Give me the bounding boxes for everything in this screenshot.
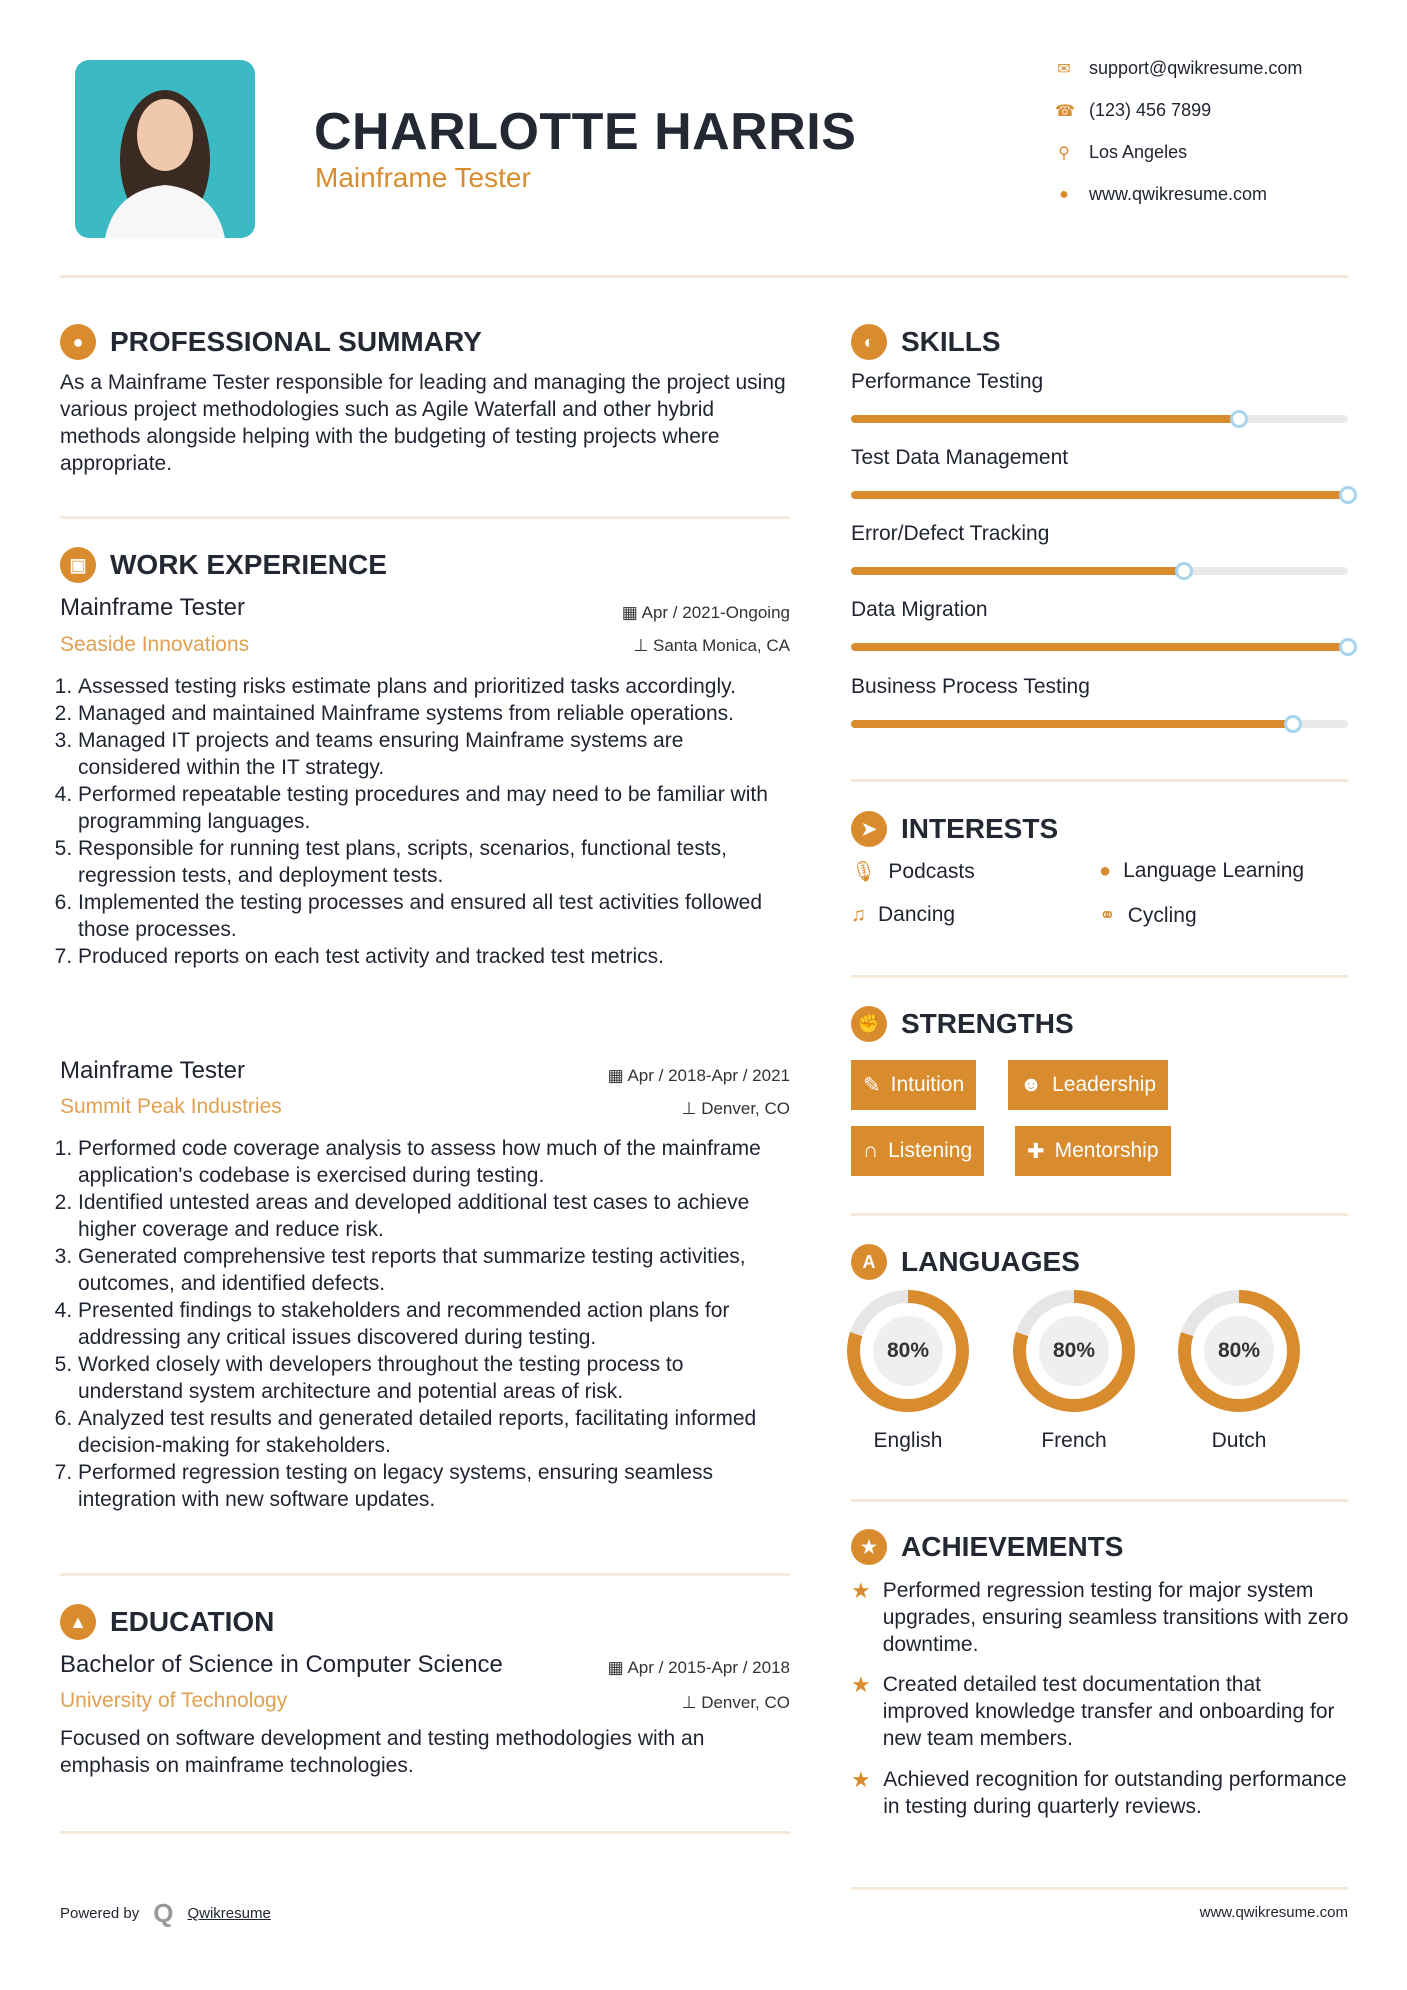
skill-name: Performance Testing — [851, 370, 1044, 393]
languages-heading: A LANGUAGES — [851, 1244, 1080, 1280]
education-heading: ▲ EDUCATION — [60, 1604, 274, 1640]
job-location: ⊥ Santa Monica, CA — [633, 636, 790, 655]
contact-phone — [1055, 100, 1211, 121]
job-bullets — [60, 1135, 790, 1513]
qwikresume-logo-icon: Q — [153, 1898, 174, 1928]
interest-item: ● Language Learning — [1099, 859, 1305, 882]
job-bullet: 5. Worked closely with developers throughout the testing process to understand system architecture and potential areas of risk. — [78, 1351, 790, 1405]
job-title: Mainframe Tester — [60, 1057, 245, 1084]
star-badge-icon: ★ — [851, 1529, 887, 1565]
job-location: ⊥ Denver, CO — [681, 1099, 790, 1118]
skill-name: Business Process Testing — [851, 675, 1090, 698]
language-percent: 80% — [1039, 1316, 1109, 1386]
contact-text: (123) 456 7899 — [1089, 100, 1212, 120]
star-icon: ★ — [851, 1578, 871, 1603]
paper-plane-icon: ➤ — [851, 811, 887, 847]
skill-knob — [1339, 486, 1357, 504]
pin-icon: ⊥ — [681, 1099, 702, 1118]
edu-text: Focused on software development and testing methodologies with an emphasis on mainframe technologies. — [60, 1727, 705, 1777]
skill-knob — [1230, 410, 1248, 428]
language-ring — [1178, 1290, 1300, 1412]
graduation-icon: ▲ — [60, 1604, 96, 1640]
star-icon: ★ — [851, 1767, 871, 1792]
contact-email[interactable] — [1055, 58, 1302, 79]
calendar-icon: ▦ — [621, 603, 642, 622]
job-bullet: 7. Produced reports on each test activity and tracked test metrics. — [78, 943, 790, 970]
lightbulb-icon: ◐ — [851, 324, 887, 360]
language-ring — [847, 1290, 969, 1412]
star-icon: ★ — [851, 1672, 871, 1697]
music-note-icon: ♫ — [851, 903, 866, 926]
skill-knob — [1284, 715, 1302, 733]
school: University of Technology — [60, 1689, 288, 1712]
job-bullet: 5. Responsible for running test plans, scripts, scenarios, functional tests, regression tests, and deployment tests. — [78, 835, 790, 889]
job-bullet: 4. Presented findings to stakeholders and recommended action plans for addressing any critical issues discovered during testing. — [78, 1297, 790, 1351]
job-bullet: 3. Generated comprehensive test reports that summarize testing activities, outcomes, and identified defects. — [78, 1243, 790, 1297]
divider — [60, 516, 790, 519]
skill-bar — [851, 720, 1348, 728]
interest-item: 🎙 Podcasts — [851, 859, 975, 883]
contact-location — [1055, 142, 1187, 163]
strength-tag: ✎ Intuition — [851, 1060, 976, 1110]
skill-bar-fill — [851, 643, 1348, 651]
job-date: ▦ Apr / 2018-Apr / 2021 — [607, 1066, 790, 1085]
summary-heading: ● PROFESSIONAL SUMMARY — [60, 324, 482, 360]
divider — [851, 1887, 1348, 1890]
interest-item: ♫ Dancing — [851, 903, 956, 926]
globe-icon: ● — [1059, 185, 1069, 203]
job-bullet: 1. Performed code coverage analysis to assess how much of the mainframe application's codebase is exercised during testing. — [78, 1135, 790, 1189]
edu-location: ⊥ Denver, CO — [681, 1693, 790, 1712]
pin-icon: ⊥ — [681, 1693, 702, 1712]
skill-bar — [851, 491, 1348, 499]
profile-photo — [75, 60, 255, 238]
divider — [60, 1573, 790, 1576]
language-percent: 80% — [873, 1316, 943, 1386]
translate-icon: A — [851, 1244, 887, 1280]
strengths-heading: ✊ STRENGTHS — [851, 1006, 1074, 1042]
divider — [851, 1213, 1348, 1216]
skill-knob — [1175, 562, 1193, 580]
skill-bar-fill — [851, 415, 1239, 423]
pin-icon: ⊥ — [633, 636, 653, 655]
calendar-icon: ▦ — [607, 1658, 628, 1677]
footer-url[interactable]: www.qwikresume.com — [1199, 1904, 1348, 1921]
candidate-role: Mainframe Tester — [315, 162, 531, 193]
interests-heading: ➤ INTERESTS — [851, 811, 1058, 847]
job-bullet: 6. Analyzed test results and generated detailed reports, facilitating informed decision-making for stakeholders. — [78, 1405, 790, 1459]
briefcase-icon: ▣ — [60, 547, 96, 583]
interest-item: ⚭ Cycling — [1099, 903, 1197, 927]
phone-icon: ☎ — [1055, 102, 1075, 120]
calendar-icon: ▦ — [607, 1066, 628, 1085]
divider — [851, 1499, 1348, 1502]
divider — [851, 779, 1348, 782]
summary-text: As a Mainframe Tester responsible for leading and managing the project using various project methodologies such as Agile Waterfall and other hybrid methods alongside helping with the budgeting of testing projects where appropriate. — [60, 371, 786, 475]
group-icon: ☻ — [1020, 1073, 1043, 1096]
job-bullet: 2. Managed and maintained Mainframe systems from reliable operations. — [78, 700, 790, 727]
skill-name: Test Data Management — [851, 446, 1069, 469]
footer-powered: Powered by Q Qwikresume — [60, 1898, 271, 1928]
microphone-icon: 🎙 — [851, 861, 877, 883]
experience-heading: ▣ WORK EXPERIENCE — [60, 547, 387, 583]
job-bullet: 2. Identified untested areas and developed additional test cases to achieve higher coverage and reduce risk. — [78, 1189, 790, 1243]
map-pin-icon: ⚲ — [1058, 144, 1070, 162]
language-name: French — [1041, 1429, 1107, 1452]
skill-bar — [851, 643, 1348, 651]
job-bullet: 7. Performed regression testing on legacy systems, ensuring seamless integration with new software updates. — [78, 1459, 790, 1513]
language-name: English — [873, 1429, 943, 1452]
job-date: ▦ Apr / 2021-Ongoing — [621, 603, 790, 622]
achievement-item: ★ Achieved recognition for outstanding performance in testing during quarterly reviews. — [851, 1767, 1347, 1818]
edu-date: ▦ Apr / 2015-Apr / 2018 — [607, 1658, 790, 1677]
contact-text: support@qwikresume.com — [1089, 58, 1303, 78]
brand-link[interactable]: Qwikresume — [187, 1905, 271, 1922]
skill-bar — [851, 415, 1348, 423]
strength-tag: ☻ Leadership — [1008, 1060, 1168, 1110]
fist-icon: ✊ — [851, 1006, 887, 1042]
skills-heading: ◐ SKILLS — [851, 324, 1001, 360]
divider — [60, 275, 1348, 278]
job-bullet: 1. Assessed testing risks estimate plans and prioritized tasks accordingly. — [78, 673, 790, 700]
user-plus-icon: ✚ — [1027, 1139, 1045, 1163]
achievements-heading: ★ ACHIEVEMENTS — [851, 1529, 1123, 1565]
bicycle-icon: ⚭ — [1099, 905, 1116, 927]
job-bullet: 6. Implemented the testing processes and ensured all test activities followed those processes. — [78, 889, 790, 943]
skill-bar-fill — [851, 567, 1184, 575]
language-percent: 80% — [1204, 1316, 1274, 1386]
contact-text: Los Angeles — [1089, 142, 1188, 162]
contact-text: www.qwikresume.com — [1089, 184, 1268, 204]
strength-tag: ∩ Listening — [851, 1126, 984, 1176]
skill-bar-fill — [851, 491, 1348, 499]
magic-wand-icon: ✎ — [863, 1073, 881, 1097]
achievement-item: ★ Created detailed test documentation that improved knowledge transfer and onboarding for new team members. — [851, 1672, 1335, 1750]
job-company: Summit Peak Industries — [60, 1095, 282, 1118]
degree: Bachelor of Science in Computer Science — [60, 1651, 503, 1678]
globe-icon: ● — [1099, 859, 1112, 882]
headphones-icon: ∩ — [863, 1139, 879, 1162]
contact-website[interactable] — [1055, 184, 1267, 205]
job-bullets — [60, 673, 790, 970]
divider — [851, 975, 1348, 978]
job-title: Mainframe Tester — [60, 594, 245, 621]
skill-knob — [1339, 638, 1357, 656]
job-bullet: 3. Managed IT projects and teams ensuring Mainframe systems are considered within the IT strategy. — [78, 727, 790, 781]
user-icon: ● — [60, 324, 96, 360]
envelope-icon: ✉ — [1057, 60, 1071, 78]
language-name: Dutch — [1211, 1429, 1267, 1452]
candidate-name: CHARLOTTE HARRIS — [314, 103, 857, 161]
divider — [60, 1831, 790, 1834]
skill-bar-fill — [851, 720, 1293, 728]
language-ring — [1013, 1290, 1135, 1412]
skill-name: Data Migration — [851, 598, 988, 621]
strength-tag: ✚ Mentorship — [1015, 1126, 1171, 1176]
skill-name: Error/Defect Tracking — [851, 522, 1050, 545]
job-bullet: 4. Performed repeatable testing procedures and may need to be familiar with programming languages. — [78, 781, 790, 835]
skill-bar — [851, 567, 1348, 575]
achievement-item: ★ Performed regression testing for major system upgrades, ensuring seamless transitions with zero downtime. — [851, 1578, 1349, 1656]
job-company: Seaside Innovations — [60, 633, 250, 656]
